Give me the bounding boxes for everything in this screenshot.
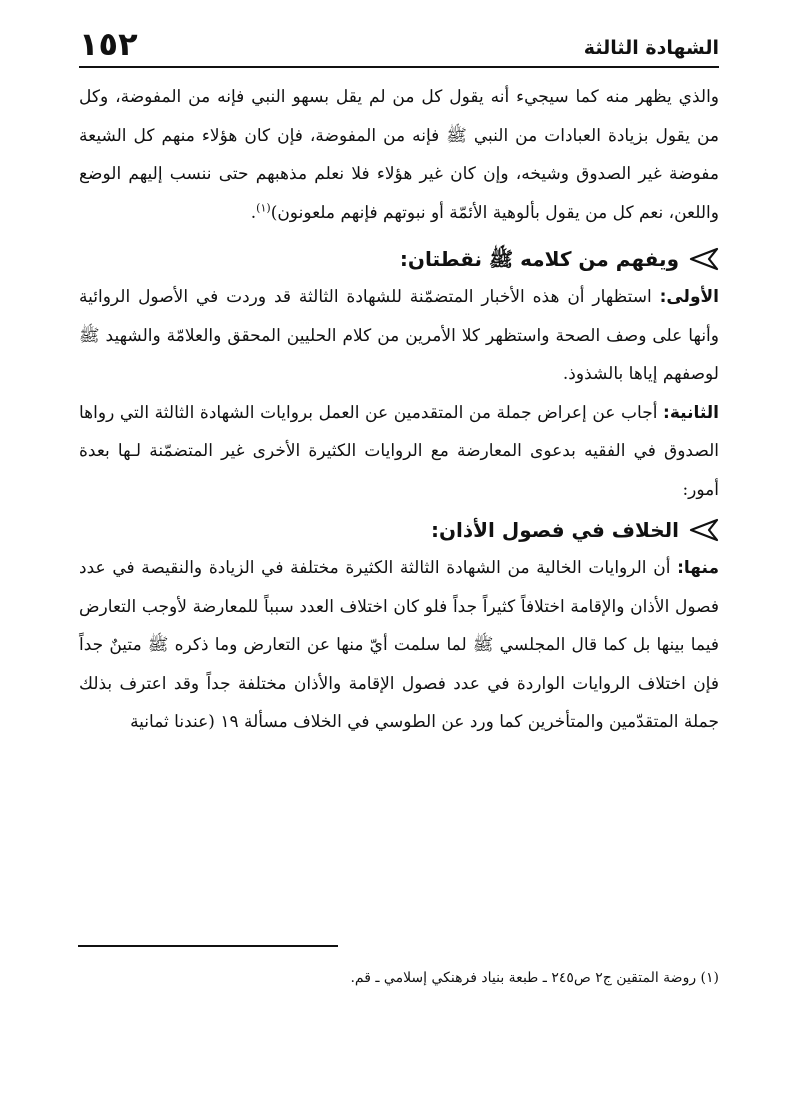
point-first-text: استظهار أن هذه الأخبار المتضمّنة للشهادة الثالثة قد وردت في الأصول الروائية وأنها على وصف الصحة واستظهر كلا الأمرين من كلام الحليين المحقق والعلامّة والشهيد ﷺ لوصفهم إياها بالشذوذ. [79,287,719,384]
page-number: ١٥٢ [79,25,138,63]
footnote: (١) روضة المتقين ج٢ ص٢٤٥ ـ طبعة بنياد فرهنكي إسلامي ـ قم. [350,970,719,986]
section-heading-adhan-text: الخلاف في فصول الأذان: [430,518,679,542]
arrow-head-icon [689,247,719,271]
footnote-separator [78,945,338,947]
point-second-paragraph [79,394,719,510]
page-header [79,24,719,68]
point-second-label: الثانية: [663,402,719,423]
section-heading-adhan [79,511,719,549]
footnote-reference: (١) [256,200,271,214]
point-first-paragraph [79,278,719,394]
opening-paragraph-text: والذي يظهر منه كما سيجيء أنه يقول كل من لم يقل بسهو النبي فإنه من المفوضة، وكل من يقول بزيادة العبادات من النبي ﷺ فإنه من المفوضة، فإن كان هؤلاء منهم كل الشيعة مفوضة غير الصدوق وشيخه، وإن كان غير هؤلاء فلا نعلم مذهبهم حتى ننسب إليهم الوضع واللعن، نعم كل من يقول بألوهية الأئمّة أو نبوتهم فإنهم ملعونون) [79,87,719,223]
section-heading-points [79,240,719,278]
adhan-text: أن الروايات الخالية من الشهادة الثالثة الكثيرة مختلفة في الزيادة والنقيصة في عدد فصول الأذان والإقامة اختلافاً كثيراً جداً فلو كان اختلاف العدد سبباً للمعارضة لأوجب التعارض فيما بينها بل كما قال المجلسي ﷺ لما سلمت أيّ منها عن التعارض وما ذكره ﷺ متينٌ جداً فإن اختلاف الروايات الواردة في عدد فصول الإقامة والأذان مختلفة جداً وقد اعترف بذلك جملة المتقدّمين والمتأخرين كما ورد عن الطوسي في الخلاف مسألة ١٩ (عندنا ثمانية [79,558,719,732]
point-first-label: الأولى: [659,287,719,307]
arrow-head-icon [689,518,719,542]
running-title: الشهادة الثالثة [583,37,719,59]
header-rule [79,66,719,68]
point-second-text: أجاب عن إعراض جملة من المتقدمين عن العمل بروايات الشهادة الثالثة التي رواها الصدوق في الفقيه بدعوى المعارضة مع الروايات الكثيرة الأخرى غير المتضمّنة لـها بعدة أمور: [79,402,719,500]
page-content [79,78,719,742]
opening-paragraph: والذي يظهر منه كما سيجيء أنه يقول كل من لم يقل بسهو النبي فإنه من المفوضة، وكل من يقول بزيادة العبادات من النبي ﷺ فإنه من المفوضة، فإن كان هؤلاء منهم كل الشيعة مفوضة غير الصدوق وشيخه، وإن كان غير هؤلاء فلا نعلم مذهبهم حتى ننسب إليهم الوضع واللعن، نعم كل من يقول بألوهية الأئمّة أو نبوتهم فإنهم ملعونون)$^{(١)}$. [79,87,719,223]
adhan-label: منها: [677,558,719,578]
adhan-paragraph [79,549,719,742]
section-heading-points-text: ويفهم من كلامه ﷺ نقطتان: [399,247,679,271]
